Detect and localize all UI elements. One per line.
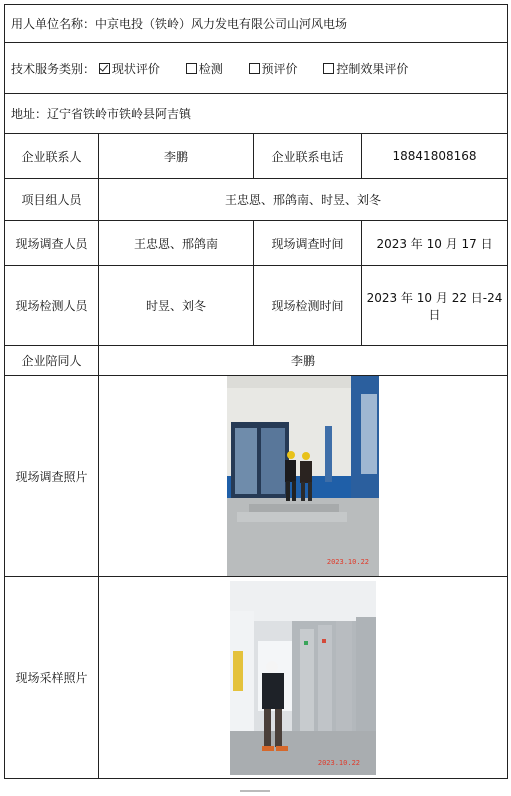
- page-footer-mark: [240, 790, 270, 792]
- service-type-row: [5, 43, 508, 94]
- address-value: 辽宁省铁岭市铁岭县阿吉镇: [47, 107, 192, 121]
- escort-value: 李鹏: [99, 346, 508, 376]
- option-label: 检测: [198, 61, 223, 76]
- option-label: 控制效果评价: [336, 61, 409, 76]
- survey-people-value: 王忠恩、邢鸽南: [99, 221, 254, 266]
- survey-photo: [227, 376, 379, 576]
- option-label: 现状评价: [111, 61, 160, 76]
- contact-value: 李鹏: [99, 134, 254, 179]
- survey-photo-cell: [99, 376, 508, 577]
- unit-label: 用人单位名称：: [11, 17, 96, 31]
- phone-label: 企业联系电话: [254, 134, 362, 179]
- team-label: 项目组人员: [5, 179, 99, 221]
- survey-photo-label: 现场调查照片: [5, 376, 99, 577]
- test-time-label: 现场检测时间: [254, 266, 362, 346]
- test-people-label: 现场检测人员: [5, 266, 99, 346]
- checkbox-icon: [186, 63, 197, 74]
- sampling-photo: [230, 581, 376, 775]
- checkbox-icon: [323, 63, 334, 74]
- photo-date-stamp: 2023.10.22: [317, 758, 361, 767]
- option-control-effect-evaluation[interactable]: [323, 62, 408, 76]
- option-pre-evaluation[interactable]: [249, 62, 298, 76]
- service-type-label: 技术服务类别：: [11, 61, 96, 76]
- option-testing[interactable]: [186, 62, 223, 76]
- survey-people-label: 现场调查人员: [5, 221, 99, 266]
- test-people-value: 时昱、刘冬: [99, 266, 254, 346]
- address-row: [5, 94, 508, 134]
- unit-row: [5, 5, 508, 43]
- address-label: 地址：: [11, 107, 48, 121]
- checked-box-icon: [99, 63, 110, 74]
- sampling-photo-label: 现场采样照片: [5, 577, 99, 779]
- option-label: 预评价: [261, 61, 298, 76]
- sampling-photo-cell: [99, 577, 508, 779]
- test-time-value: 2023 年 10 月 22 日-24 日: [362, 266, 508, 346]
- escort-label: 企业陪同人: [5, 346, 99, 376]
- phone-value: 18841808168: [362, 134, 508, 179]
- survey-time-label: 现场调查时间: [254, 221, 362, 266]
- checkbox-icon: [249, 63, 260, 74]
- option-status-evaluation[interactable]: [99, 62, 160, 76]
- team-value: 王忠恩、邢鸽南、时昱、刘冬: [99, 179, 508, 221]
- unit-value: 中京电投（铁岭）风力发电有限公司山河风电场: [95, 17, 348, 31]
- record-form: [4, 4, 508, 779]
- survey-time-value: 2023 年 10 月 17 日: [362, 221, 508, 266]
- photo-date-stamp: 2023.10.22: [326, 558, 370, 566]
- contact-label: 企业联系人: [5, 134, 99, 179]
